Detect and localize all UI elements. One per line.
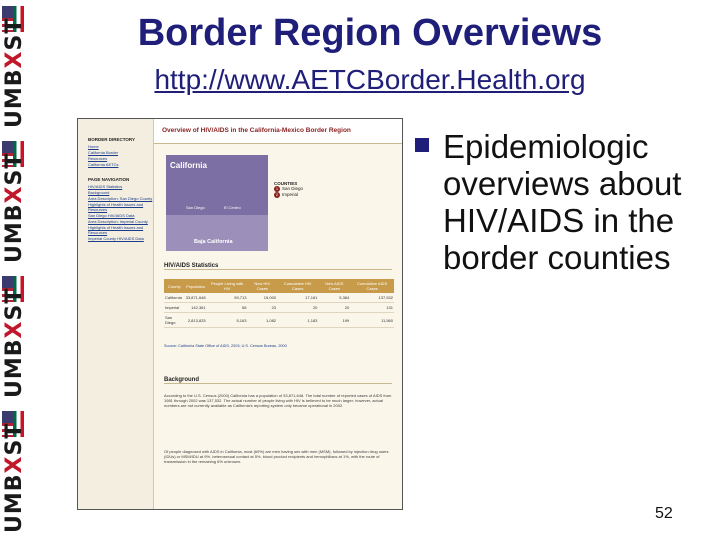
sidebar-link[interactable]: San Diego HIV/AIDS Data <box>88 213 135 218</box>
screenshot-sidebar <box>78 119 154 509</box>
table-header: People Living with HIV <box>207 279 248 293</box>
map-label-california: California <box>170 161 207 170</box>
screenshot-header <box>154 119 402 144</box>
bullet-text: Epidemiologic overviews about HIV/AIDS in the border counties <box>443 128 682 276</box>
sidebar-link[interactable]: Area Description: San Diego County <box>88 196 153 201</box>
sidebar-link[interactable]: Resources <box>88 156 108 161</box>
sidebar-link[interactable]: Background <box>88 190 110 195</box>
table-row: California 33,871,648 59,713 15,000 17,161 5,384 137,532 <box>164 293 394 303</box>
brand-logo: UMBXST <box>2 287 27 398</box>
map-mexico-area <box>166 215 268 251</box>
table-header: Cumulative AIDS Cases <box>350 279 394 293</box>
counties-legend <box>274 181 303 198</box>
background-paragraph: According to the U.S. Census (2000) California has a population of 33,871,648. The total number of reported cases of AIDS from 1981 through 2002 was 137,532. The actual number of people living with HIV is believed to be much larger; however, actual numbers are not currently available as California's reporting system only became operational in 2002. <box>164 393 392 408</box>
map-label-baja: Baja California <box>194 239 233 245</box>
page-number: 52 <box>655 505 673 522</box>
screenshot-title: Overview of HIV/AIDS in the California-Mexico Border Region <box>162 127 351 134</box>
counties-heading: COUNTIES <box>274 181 298 186</box>
table-row: San Diego 2,813,833 5,163 1,082 1,183 199 11,560 <box>164 313 394 328</box>
background-heading: Background <box>164 377 392 384</box>
brand-block <box>0 135 50 270</box>
county-item: 2 Imperial <box>275 192 299 197</box>
sidebar-link[interactable]: Highlights of Health Issues and Resources <box>88 225 144 235</box>
table-row: Imperial 142,361 58 23 20 20 131 <box>164 303 394 313</box>
brand-block <box>0 405 50 540</box>
sidebar-link[interactable]: HIV/AIDS Statistics <box>88 184 123 189</box>
brand-logo: UMBXST <box>2 152 27 263</box>
county-item: 1 San Diego <box>275 186 304 191</box>
sidebar-link[interactable]: Area Description: Imperial County <box>88 219 148 224</box>
stats-table <box>164 279 394 328</box>
table-source: Source: California State Office of AIDS, 2003; U.S. Census Bureau, 2000 <box>164 344 287 348</box>
table-header: County <box>164 279 185 293</box>
website-screenshot <box>77 118 403 510</box>
sidebar-link[interactable]: California Border <box>88 150 119 155</box>
stats-heading: HIV/AIDS Statistics <box>164 263 392 270</box>
region-map <box>166 155 268 251</box>
sidebar-heading: BORDER DIRECTORY <box>88 137 136 142</box>
site-url-link[interactable]: http://www.AETCBorder.Health.org <box>154 64 586 95</box>
brand-logo: UMBXST <box>2 17 27 128</box>
brand-logo: UMBXST <box>2 422 27 533</box>
brand-block <box>0 270 50 405</box>
map-label-san-diego: San Diego <box>186 205 205 210</box>
bullet-point <box>415 128 715 276</box>
table-header: New AIDS Cases <box>318 279 350 293</box>
brand-block <box>0 0 50 135</box>
sidebar-link[interactable]: Highlights of Health Issues and Resources <box>88 202 144 212</box>
table-header: Cumulative HIV Cases <box>277 279 318 293</box>
background-paragraph: Of people diagnosed with AIDS in California, most (69%) are men having sex with men (MSM), followed by injection drug users (IDUs) or MSM/IDU at 9%, heterosexual contact at 5%, blood product recipients and hemophiliacs at 1%, with the route of transmission in the remaining 6% unknown. <box>164 449 389 464</box>
bullet-square-icon <box>415 138 429 152</box>
map-label-el-centro: El Centro <box>224 205 241 210</box>
sidebar-link[interactable]: Imperial County HIV/AIDS Data <box>88 236 144 241</box>
slide-title: Border Region Overviews <box>137 12 603 54</box>
sidebar-link[interactable]: California AETCs <box>88 162 119 167</box>
brand-strip <box>0 0 50 540</box>
table-header: New HIV Cases <box>247 279 277 293</box>
sidebar-heading: PAGE NAVIGATION <box>88 177 130 182</box>
sidebar-link[interactable]: Home <box>88 144 99 149</box>
table-header: Population <box>185 279 207 293</box>
